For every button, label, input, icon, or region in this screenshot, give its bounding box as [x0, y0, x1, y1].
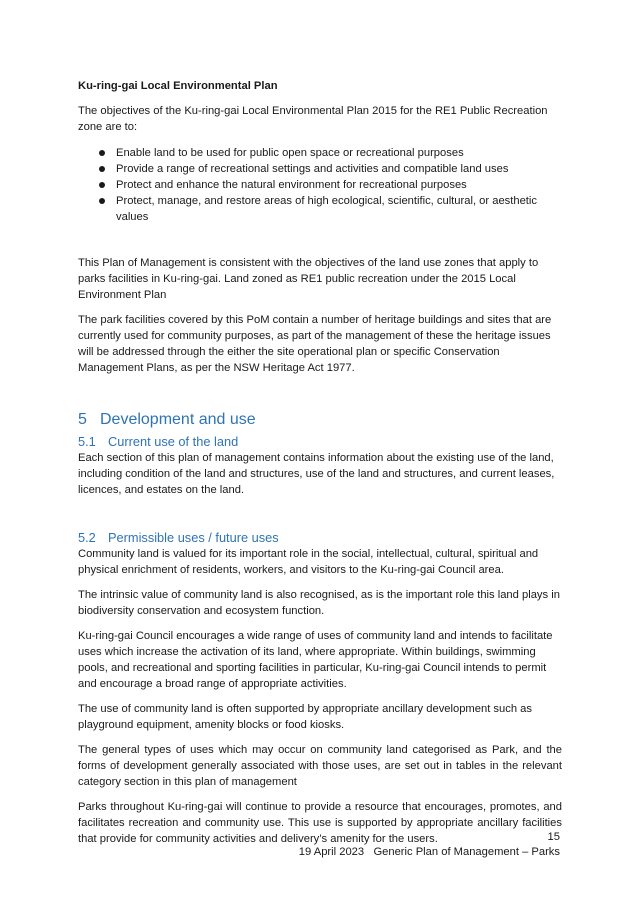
- lep-heading: Ku-ring-gai Local Environmental Plan: [78, 80, 278, 92]
- page-content: [78, 78, 562, 847]
- objectives-list: [78, 145, 562, 225]
- section-5-2-paragraph: The use of community land is often supported by appropriate ancillary development such as playground equipment, amenity blocks or food kiosks.: [78, 703, 532, 731]
- section-number: 5.1: [78, 434, 96, 449]
- page-footer: [299, 830, 560, 860]
- section-5-heading: [78, 410, 562, 430]
- section-5-1-paragraph: Each section of this plan of management contains information about the existing use of the land, including condition of the land and structures, use of the land and structures, and current leases, licences, and estates on the land.: [78, 452, 555, 496]
- section-title: Permissible uses / future uses: [108, 530, 279, 545]
- section-number: 5: [78, 411, 87, 428]
- footer-line: [299, 845, 560, 860]
- footer-date: 19 April 2023: [298, 846, 365, 858]
- section-5-2-paragraph: The general types of uses which may occur on community land categorised as Park, and the forms of development generally associated with those uses, are set out in tables in the relevant category section in this plan of management: [78, 744, 562, 788]
- list-item: Protect, manage, and restore areas of high ecological, scientific, cultural, or aesthetic values: [98, 193, 562, 225]
- lep-paragraph-consistency: This Plan of Management is consistent with the objectives of the land use zones that apply to parks facilities in Ku-ring-gai. Land zoned as RE1 public recreation under the 2015 Local Environment Plan: [78, 257, 539, 301]
- list-item: Enable land to be used for public open space or recreational purposes: [98, 145, 562, 161]
- section-title: Current use of the land: [108, 434, 239, 449]
- footer-doc-title: Generic Plan of Management – Parks: [373, 846, 560, 858]
- section-number: 5.2: [78, 530, 96, 545]
- lep-paragraph-heritage: The park facilities covered by this PoM contain a number of heritage buildings and sites that are currently used for community purposes, as part of the management of these the heritage issues will be addressed through the either the site operational plan or specific Conservation Management Plans, as per the NSW Heritage Act 1977.: [78, 314, 552, 374]
- list-item: Provide a range of recreational settings and activities and compatible land uses: [98, 161, 562, 177]
- page-number: 15: [547, 831, 560, 843]
- section-5-2-paragraph: Ku-ring-gai Council encourages a wide range of uses of community land and intends to facilitate uses which increase the activation of its land, where appropriate. Within buildings, swimming pools, and recreational and sporting facilities in particular, Ku-ring-gai Council intends to permit and encourage a broad range of appropriate activities.: [78, 630, 553, 690]
- section-5-2-heading: [78, 530, 562, 546]
- section-5-2-paragraph: The intrinsic value of community land is also recognised, as is the important role this land plays in biodiversity conservation and ecosystem function.: [78, 589, 560, 617]
- section-5-2-paragraph: Parks throughout Ku-ring-gai will continue to provide a resource that encourages, promotes, and facilitates recreation and community use. This use is supported by appropriate ancillary facilities that provide for community activities and delivery’s amenity for the users.: [78, 801, 562, 845]
- section-5-1-heading: [78, 434, 562, 450]
- section-title: Development and use: [100, 411, 256, 428]
- list-item: Protect and enhance the natural environment for recreational purposes: [98, 177, 562, 193]
- lep-intro: The objectives of the Ku-ring-gai Local Environmental Plan 2015 for the RE1 Public Recreation zone are to:: [78, 105, 548, 133]
- section-5-2-paragraph: Community land is valued for its important role in the social, intellectual, cultural, spiritual and physical enrichment of residents, workers, and visitors to the Ku-ring-gai Council area.: [78, 548, 539, 576]
